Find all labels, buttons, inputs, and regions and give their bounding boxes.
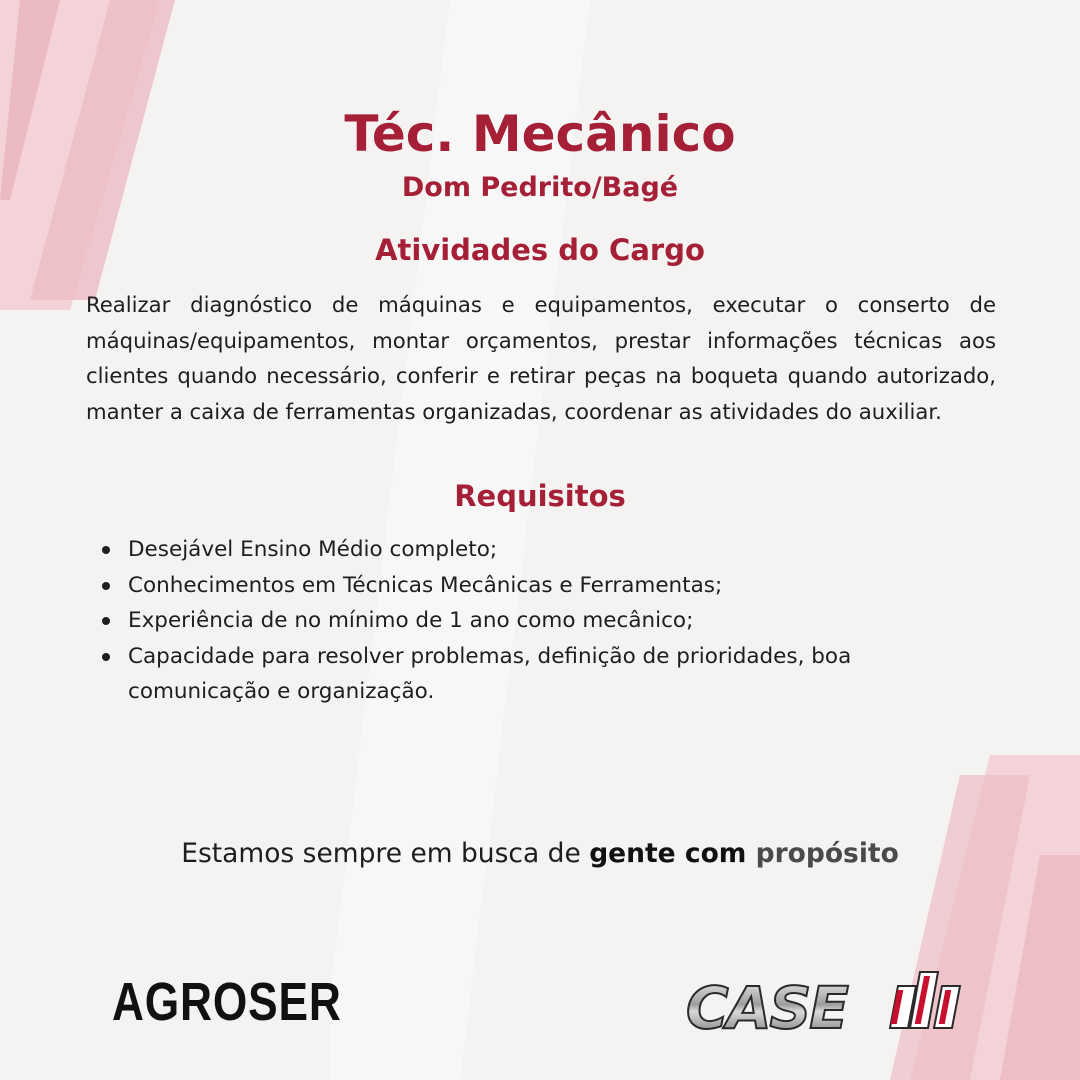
list-item <box>96 603 996 639</box>
job-title: Téc. Mecânico <box>344 105 736 163</box>
bullet-icon <box>102 653 110 661</box>
case-ih-logo <box>680 966 970 1051</box>
activities-heading: Atividades do Cargo <box>375 233 705 267</box>
tagline-bold-1: gente com <box>589 838 756 869</box>
requirements-list <box>96 532 996 710</box>
bullet-icon <box>102 582 110 590</box>
job-location: Dom Pedrito/Bagé <box>401 172 679 203</box>
requirement-text: Experiência de no mínimo de 1 ano como mecânico; <box>128 608 694 633</box>
agroser-logo: AGROSER <box>112 972 342 1032</box>
tagline-prefix: Estamos sempre em busca de <box>181 838 590 869</box>
svg-text:CASE: CASE <box>686 974 847 1042</box>
tagline <box>0 838 1080 869</box>
requirements-heading: Requisitos <box>454 479 626 513</box>
requirement-text: Desejável Ensino Médio completo; <box>128 537 498 562</box>
list-item <box>96 639 996 710</box>
list-item <box>96 532 996 568</box>
list-item <box>96 568 996 604</box>
activities-text: Realizar diagnóstico de máquinas e equipamentos, executar o conserto de máquinas/equipamentos, montar orçamentos, prestar informações técnicas aos clientes quando necessário, conferir e retirar peças na boqueta quando autorizado, manter a caixa de ferramentas organizadas, coordenar as atividades do auxiliar. <box>86 292 996 424</box>
requirement-text: Capacidade para resolver problemas, definição de prioridades, boa comunicação e organização. <box>128 643 852 704</box>
requirement-text: Conhecimentos em Técnicas Mecânicas e Ferramentas; <box>128 572 723 598</box>
bullet-icon <box>102 546 110 554</box>
bullet-icon <box>102 617 110 625</box>
tagline-bold-2: propósito <box>755 838 899 869</box>
